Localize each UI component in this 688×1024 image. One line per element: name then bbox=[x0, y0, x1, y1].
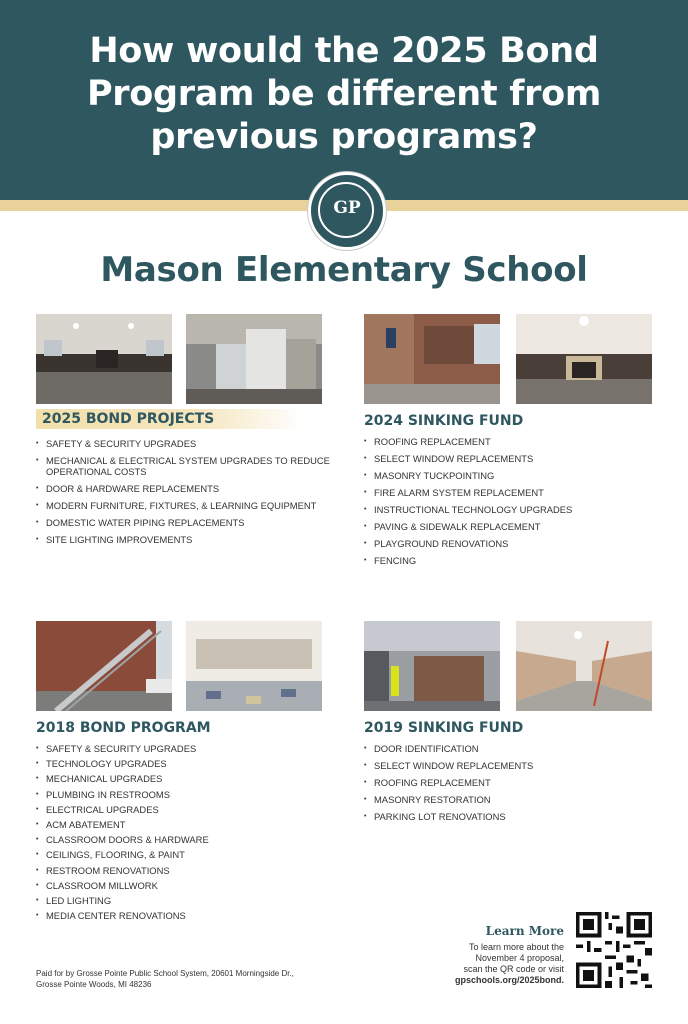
list-item: • FENCING bbox=[364, 555, 664, 566]
list-item: • CEILINGS, FLOORING, & PAINT bbox=[36, 849, 336, 860]
list-2024-sinking bbox=[364, 436, 664, 572]
learn-more-title: Learn More bbox=[485, 924, 564, 938]
list-item: • RESTROOM RENOVATIONS bbox=[36, 865, 336, 876]
school-name: Mason Elementary School bbox=[100, 250, 588, 290]
photo-gym-interior bbox=[36, 314, 172, 404]
photo-classroom bbox=[186, 621, 322, 711]
section-title-2019-sinking: 2019 SINKING FUND bbox=[364, 720, 524, 736]
learn-more-url[interactable]: gpschools.org/2025bond. bbox=[454, 975, 564, 985]
list-item: • PLUMBING IN RESTROOMS bbox=[36, 789, 336, 800]
list-2019-sinking bbox=[364, 743, 664, 828]
list-item: • FIRE ALARM SYSTEM REPLACEMENT bbox=[364, 487, 664, 498]
section-title-2018-bond: 2018 BOND PROGRAM bbox=[36, 720, 211, 736]
header-banner bbox=[0, 0, 688, 200]
learn-more-line-2: November 4 proposal, bbox=[475, 953, 564, 963]
photo-exterior-stairs bbox=[36, 621, 172, 711]
list-item: • DOOR IDENTIFICATION bbox=[364, 743, 664, 754]
learn-more-block bbox=[420, 924, 564, 985]
photo-fireplace-room bbox=[516, 314, 652, 404]
list-item: • MODERN FURNITURE, FIXTURES, & LEARNING EQUIPMENT bbox=[36, 500, 336, 511]
district-seal-logo bbox=[308, 172, 386, 250]
photo-brick-exterior bbox=[364, 314, 500, 404]
list-item: • MEDIA CENTER RENOVATIONS bbox=[36, 910, 336, 921]
list-item: • PLAYGROUND RENOVATIONS bbox=[364, 538, 664, 549]
learn-more-line-1: To learn more about the bbox=[468, 942, 564, 952]
list-item: • ELECTRICAL UPGRADES bbox=[36, 804, 336, 815]
list-item: • SAFETY & SECURITY UPGRADES bbox=[36, 438, 336, 449]
paid-by-line-1: Paid for by Grosse Pointe Public School System, 20601 Morningside Dr., bbox=[36, 969, 294, 978]
learn-more-line-3: scan the QR code or visit bbox=[463, 964, 564, 974]
list-item: • ROOFING REPLACEMENT bbox=[364, 436, 664, 447]
section-title-2024-sinking: 2024 SINKING FUND bbox=[364, 413, 524, 429]
photo-mechanical-room bbox=[186, 314, 322, 404]
list-item: • DOMESTIC WATER PIPING REPLACEMENTS bbox=[36, 517, 336, 528]
paid-by-line-2: Grosse Pointe Woods, MI 48236 bbox=[36, 980, 152, 989]
list-2025-bond bbox=[36, 438, 336, 551]
list-item: • SELECT WINDOW REPLACEMENTS bbox=[364, 453, 664, 464]
list-item: • TECHNOLOGY UPGRADES bbox=[36, 758, 336, 769]
list-item: • MECHANICAL & ELECTRICAL SYSTEM UPGRADES TO REDUCE OPERATIONAL COSTS bbox=[36, 455, 336, 477]
list-item: • LED LIGHTING bbox=[36, 895, 336, 906]
list-item: • MASONRY TUCKPOINTING bbox=[364, 470, 664, 481]
section-title-2025-bond: 2025 BOND PROJECTS bbox=[36, 411, 304, 427]
list-item: • DOOR & HARDWARE REPLACEMENTS bbox=[36, 483, 336, 494]
photo-hallway-lockers bbox=[516, 621, 652, 711]
seal-monogram: GP bbox=[333, 198, 361, 218]
list-item: • SAFETY & SECURITY UPGRADES bbox=[36, 743, 336, 754]
list-2018-bond bbox=[36, 743, 336, 925]
list-item: • ROOFING REPLACEMENT bbox=[364, 777, 664, 788]
list-item: • INSTRUCTIONAL TECHNOLOGY UPGRADES bbox=[364, 504, 664, 515]
list-item: • CLASSROOM MILLWORK bbox=[36, 880, 336, 891]
list-item: • SELECT WINDOW REPLACEMENTS bbox=[364, 760, 664, 771]
list-item: • MECHANICAL UPGRADES bbox=[36, 773, 336, 784]
list-item: • MASONRY RESTORATION bbox=[364, 794, 664, 805]
list-item: • SITE LIGHTING IMPROVEMENTS bbox=[36, 534, 336, 545]
list-item: • PAVING & SIDEWALK REPLACEMENT bbox=[364, 521, 664, 532]
list-item: • PARKING LOT RENOVATIONS bbox=[364, 811, 664, 822]
list-item: • CLASSROOM DOORS & HARDWARE bbox=[36, 834, 336, 845]
list-item: • ACM ABATEMENT bbox=[36, 819, 336, 830]
paid-for-by-notice bbox=[36, 968, 336, 990]
qr-code-icon[interactable] bbox=[576, 912, 652, 988]
page-title: How would the 2025 Bond Program be different from previous programs? bbox=[86, 31, 602, 157]
photo-boiler-room bbox=[364, 621, 500, 711]
